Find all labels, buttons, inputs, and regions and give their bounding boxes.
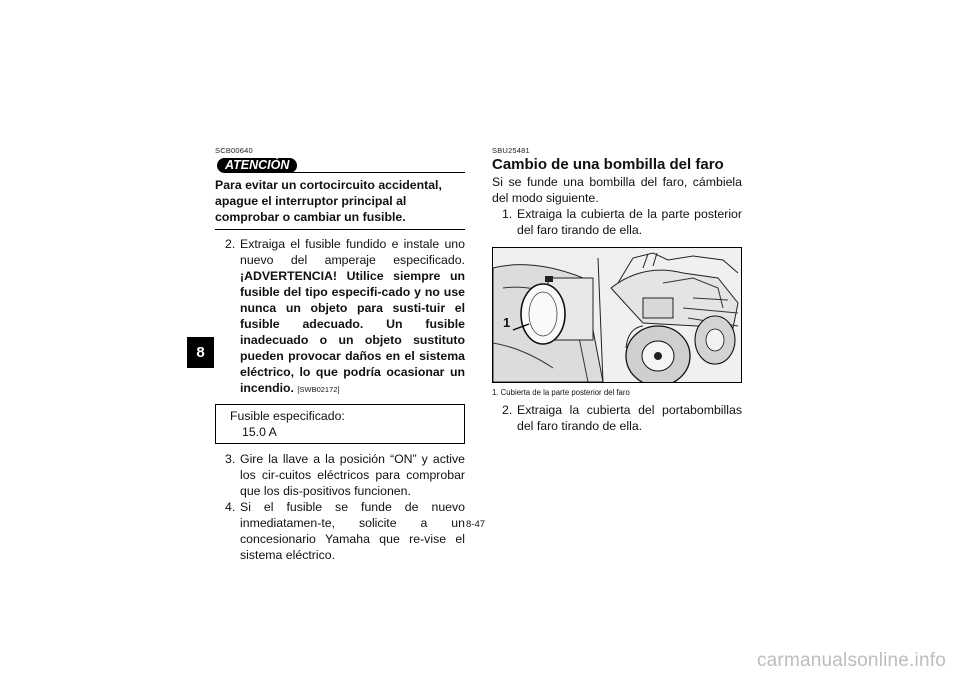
attention-rule: [289, 172, 465, 173]
attention-code: SCB00640: [215, 146, 253, 155]
step-2-fuse: [215, 236, 465, 398]
step-number: 1.: [502, 207, 513, 221]
step-3: [215, 451, 465, 499]
figure-caption: 1. Cubierta de la parte posterior del faro: [492, 388, 630, 397]
step-2-bulb-holder: [492, 402, 742, 434]
step-text: Si el fusible se funde de nuevo inmediatamen-te, solicite a un concesionario Yamaha que re-vise el sistema eléctrico.: [240, 500, 465, 562]
section-heading: Cambio de una bombilla del faro: [492, 156, 724, 173]
atv-headlight-illustration: [493, 248, 741, 382]
step-number: 3.: [225, 452, 236, 466]
step-text: Extraiga la cubierta de la parte posterior del faro tirando de ella.: [517, 207, 742, 237]
attention-badge: ATENCIÓN: [217, 158, 297, 173]
headlight-figure: [492, 247, 742, 383]
step-number: 2.: [225, 237, 236, 251]
attention-header: [215, 156, 465, 176]
left-column: [215, 146, 465, 563]
spec-value: 15.0 A: [242, 425, 277, 439]
warning-code: [SWB02172]: [297, 385, 340, 394]
chapter-tab: 8: [187, 337, 214, 368]
step-4: [215, 499, 465, 563]
step-text: Extraiga el fusible fundido e instale uno nuevo del amperaje especificado.: [240, 237, 465, 267]
attention-text: Para evitar un cortocircuito accidental, apague el interruptor principal al comprobar o cambiar un fusible.: [215, 177, 465, 230]
step-number: 2.: [502, 403, 513, 417]
step-number: 4.: [225, 500, 236, 514]
spec-label: Fusible especificado:: [230, 409, 345, 423]
watermark: carmanualsonline.info: [756, 650, 946, 671]
step-text: Gire la llave a la posición “ON” y active los cir-cuitos eléctricos para comprobar que los dis-positivos funcionen.: [240, 452, 465, 498]
figure-callout-1: 1: [503, 315, 511, 330]
warning-text: ¡ADVERTENCIA! Utilice siempre un fusible del tipo especifi-cado y no use nunca un objeto para susti-tuir el fusible adecuado. Un fusible inadecuado o un objeto sustituto pueden provocar daños en el sistema eléctrico, lo que podría ocasionar un incendio.: [240, 269, 465, 395]
step-text: Extraiga la cubierta del portabombillas del faro tirando de ella.: [517, 403, 742, 433]
step-1-headlight: [492, 206, 742, 238]
right-column: [492, 146, 742, 434]
section-code: SBU25481: [492, 146, 530, 155]
spec-box: [215, 404, 465, 444]
page-number: 8-47: [466, 519, 486, 530]
intro-text: Si se funde una bombilla del faro, cámbiela del modo siguiente.: [492, 175, 742, 205]
